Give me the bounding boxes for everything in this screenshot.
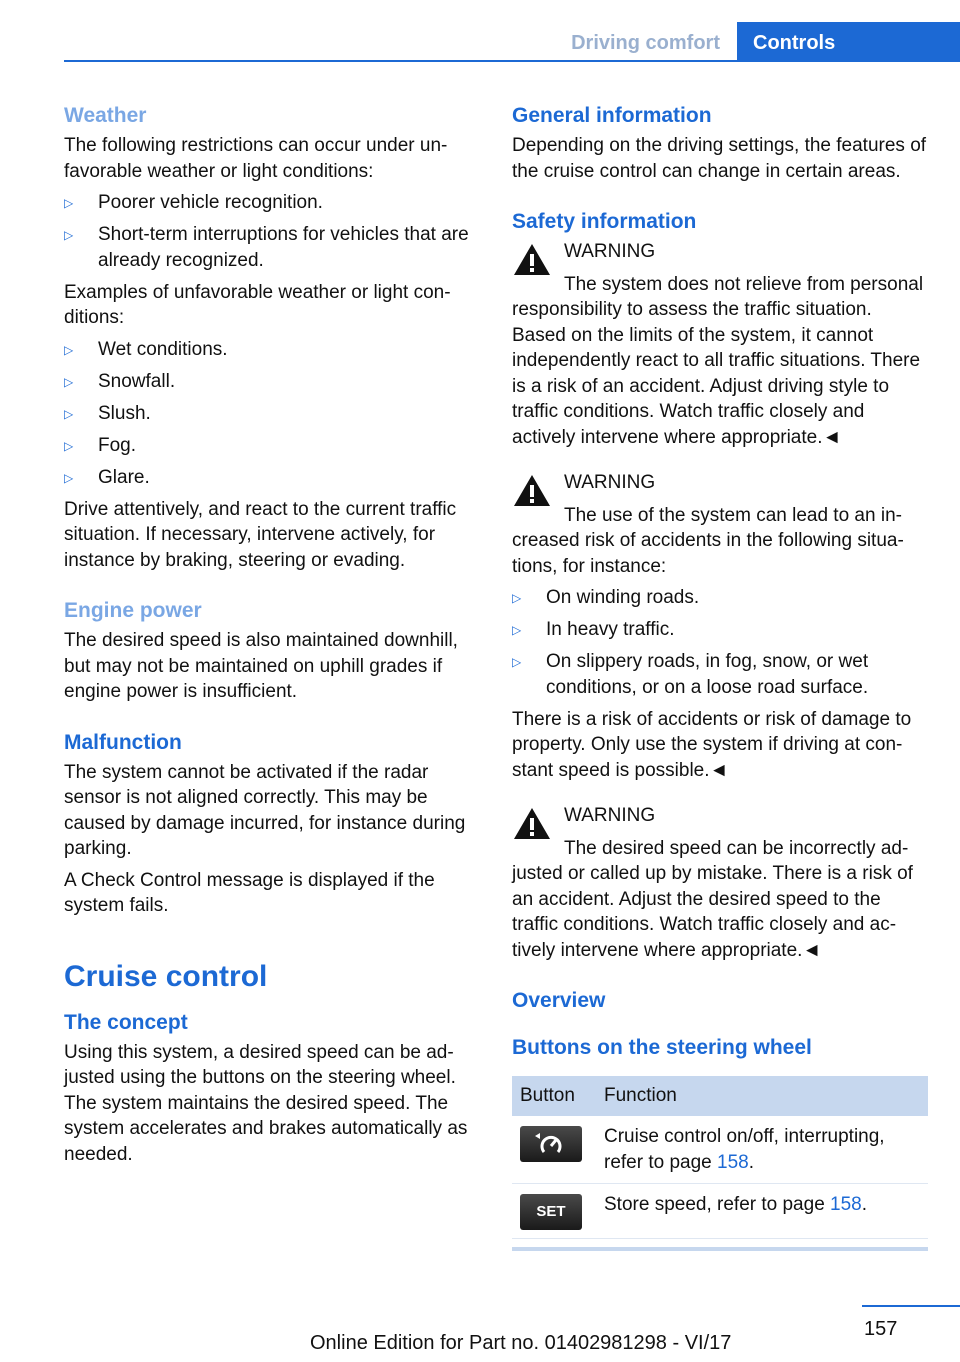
header-tab: Controls [737, 22, 960, 62]
cruise-control-title: Cruise control [64, 959, 268, 993]
list-item: ▷ Snowfall. [64, 369, 482, 395]
general-info-text: Depending on the driving settings, the features of the cruise control can change in certain areas. [512, 135, 927, 182]
warning-body: The system does not relieve from personal responsibility to assess the traffic situation. Based on the limits of the system, it cannot independently react to all traffic situations. There is a risk of an accident. Adjust driving style to traffic conditions. Watch traffic closely and actively intervene where appropriate.◄ [512, 273, 924, 448]
function-cell: Cruise control on/off, interrupting, refer to page 158. [596, 1116, 928, 1184]
footer-edition: Online Edition for Part no. 01402981298 - VI/17 [310, 1332, 732, 1354]
buttons-table [512, 1076, 928, 1239]
page-link[interactable]: 158 [830, 1194, 862, 1215]
warning-block [512, 803, 928, 963]
bullet-triangle-icon: ▷ [64, 406, 74, 421]
warning-body: The use of the system can lead to an increased risk of accidents in the following situations, for instance: [512, 504, 904, 577]
left-column [64, 102, 482, 1173]
overview-heading: Overview [512, 989, 606, 1012]
column-header: Button [512, 1076, 596, 1116]
bullet-triangle-icon: ▷ [64, 374, 74, 389]
bullet-triangle-icon: ▷ [64, 228, 74, 242]
concept-text: Using this system, a desired speed can be adjusted using the buttons on the steering wheel. The system maintains the desired speed. The system accelerates and brakes automatically as needed. [64, 1041, 468, 1165]
warning-situations-list [512, 585, 928, 700]
weather-intro: The following restrictions can occur under unfavorable weather or light conditions: [64, 135, 448, 182]
weather-examples: Examples of unfavorable weather or light conditions: [64, 281, 451, 328]
list-item: ▷ On winding roads. [512, 585, 928, 611]
bullet-triangle-icon: ▷ [512, 655, 522, 669]
header-rule [64, 60, 960, 62]
malfunction-heading: Malfunction [64, 730, 182, 754]
malfunction-text-1: The system cannot be activated if the radar sensor is not aligned correctly. This may be caused by damage incurred, for instance during parking. [64, 761, 466, 859]
bullet-triangle-icon: ▷ [512, 623, 522, 637]
bullet-triangle-icon: ▷ [512, 591, 522, 605]
table-bottom-rule [512, 1247, 928, 1251]
list-item: ▷ In heavy traffic. [512, 617, 928, 643]
list-item: ▷ Poorer vehicle recognition. [64, 190, 482, 216]
table-row [512, 1184, 928, 1239]
list-item: ▷ Glare. [64, 465, 482, 491]
bullet-triangle-icon: ▷ [64, 470, 74, 485]
warning-title: WARNING [564, 241, 656, 262]
engine-power-heading: Engine power [64, 599, 202, 622]
bullet-triangle-icon: ▷ [64, 196, 74, 210]
cruise-control-button-icon [520, 1126, 582, 1162]
page-link[interactable]: 158 [717, 1151, 749, 1173]
engine-power-text: The desired speed is also maintained downhill, but may not be maintained on uphill grades if engine power is insufficient. [64, 630, 458, 702]
list-item: ▷ Fog. [64, 433, 482, 459]
warning-triangle-icon [512, 472, 552, 508]
list-item: ▷ Slush. [64, 401, 482, 427]
weather-examples-list [64, 337, 482, 491]
safety-info-heading: Safety information [512, 210, 697, 233]
table-row [512, 1116, 928, 1184]
bullet-triangle-icon: ▷ [64, 438, 74, 453]
bullet-triangle-icon: ▷ [64, 342, 74, 357]
set-button-icon: SET [520, 1194, 582, 1230]
list-item: ▷ Wet conditions. [64, 337, 482, 363]
table-header-row [512, 1076, 928, 1116]
warning-title: WARNING [564, 805, 656, 826]
weather-closing: Drive attentively, and react to the current traffic situation. If necessary, intervene actively, for instance by braking, steering or evading. [64, 498, 457, 571]
column-header: Function [596, 1076, 928, 1116]
page-header [0, 0, 960, 62]
function-cell: Store speed, refer to page 158. [596, 1184, 928, 1239]
list-item: ▷ Short-term interruptions for vehicles that are already recognized. [64, 224, 469, 271]
weather-restrictions-list [64, 190, 482, 273]
header-section: Driving comfort [571, 32, 720, 54]
page-number: 157 [864, 1318, 898, 1340]
malfunction-text-2: A Check Control message is displayed if the system fails. [64, 869, 435, 916]
weather-heading: Weather [64, 104, 147, 127]
warning-title: WARNING [564, 472, 656, 493]
general-info-heading: General information [512, 104, 712, 127]
right-column [512, 102, 928, 1251]
list-item: ▷ On slippery roads, in fog, snow, or wet conditions, or on a loose road surface. [512, 651, 869, 698]
warning-triangle-icon [512, 241, 552, 277]
footer-rule [862, 1305, 960, 1307]
warning-block [512, 239, 928, 450]
warning-body: The desired speed can be incorrectly adjusted or called up by mistake. There is a risk of an accident. Adjust the desired speed to the traffic conditions. Watch traffic closely and actively intervene where appropriate.◄ [512, 837, 913, 961]
concept-heading: The concept [64, 1010, 188, 1034]
warning-triangle-icon [512, 805, 552, 841]
warning-after-text: There is a risk of accidents or risk of damage to property. Only use the system if driving at constant speed is possible.◄ [512, 708, 912, 781]
steering-buttons-heading: Buttons on the steering wheel [512, 1036, 812, 1059]
warning-block [512, 470, 928, 579]
